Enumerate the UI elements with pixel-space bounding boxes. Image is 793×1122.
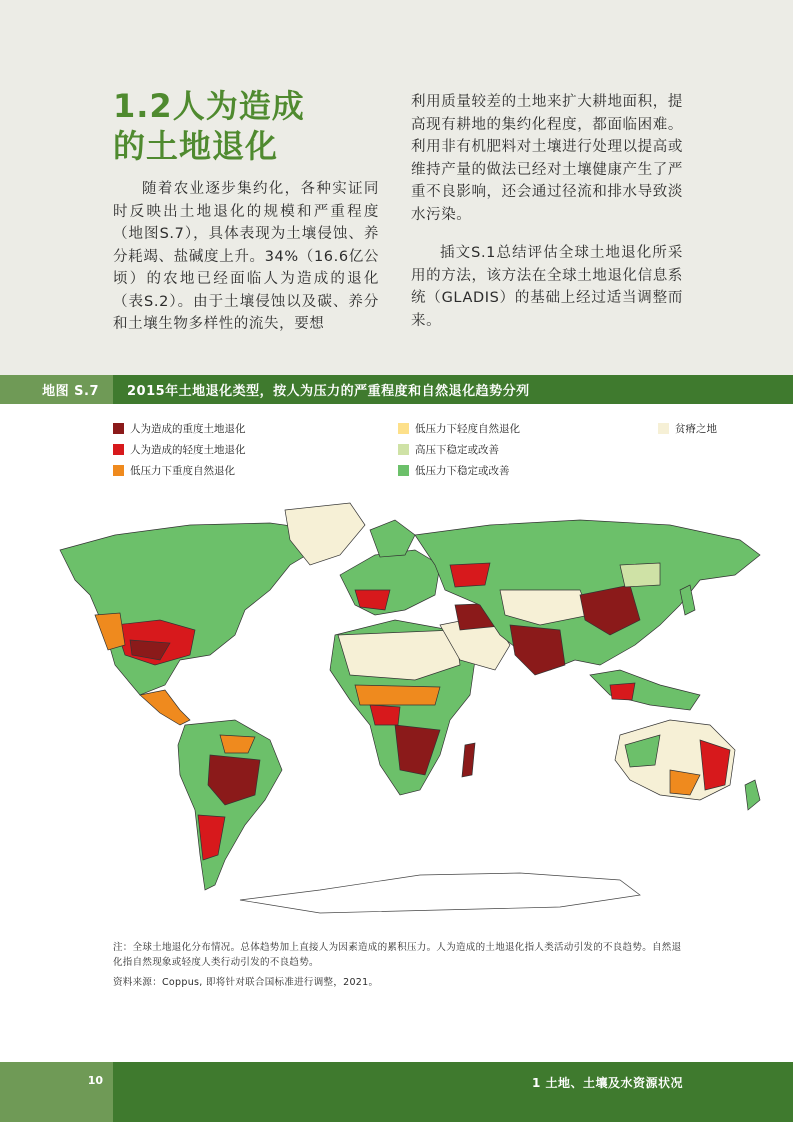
legend-item <box>113 439 246 460</box>
map-label: 地图 S.7 <box>0 375 113 404</box>
legend-swatch <box>113 444 124 455</box>
central-america <box>140 690 190 725</box>
legend-label: 低压力下轻度自然退化 <box>415 423 520 435</box>
legend-label: 低压力下稳定或改善 <box>415 465 510 477</box>
page-number: 10 <box>0 1062 113 1122</box>
legend-swatch <box>398 444 409 455</box>
legend-item <box>398 460 520 481</box>
legend-swatch <box>658 423 669 434</box>
page-footer <box>0 1062 793 1122</box>
legend-label: 人为造成的重度土地退化 <box>130 423 246 435</box>
antarctica <box>240 873 640 913</box>
section-title-line1: 1.2人为造成 <box>113 87 305 125</box>
legend-swatch <box>113 465 124 476</box>
legend-item <box>398 418 520 439</box>
madagascar <box>462 743 475 777</box>
legend-label: 高压下稳定或改善 <box>415 444 499 456</box>
legend-column-2 <box>398 418 520 481</box>
southeast-asia <box>590 670 700 710</box>
map-note: 注：全球土地退化分布情况。总体趋势加上直接人为因素造成的累积压力。人为造成的土地退化指人类活动引发的不良趋势。自然退化指自然现象或轻度人类行动引发的不良趋势。 <box>113 942 682 968</box>
north-america <box>60 523 320 695</box>
legend-swatch <box>398 465 409 476</box>
legend-column-3 <box>658 418 717 439</box>
map-title: 2015年土地退化类型，按人为压力的严重程度和自然退化趋势分列 <box>127 384 530 399</box>
legend-label: 低压力下重度自然退化 <box>130 465 235 477</box>
legend-swatch <box>113 423 124 434</box>
body-paragraph-left: 随着农业逐步集约化，各种实证同时反映出土地退化的规模和严重程度（地图S.7），具体表现为土壤侵蚀、养分耗竭、盐碱度上升。34%（16.6亿公顷）的农地已经面临人为造成的退化（表S.2）。由于土壤侵蚀以及碳、养分和土壤生物多样性的流失，要想 <box>113 181 379 332</box>
chapter-title: 1 土地、土壤及水资源状况 <box>531 1076 683 1090</box>
legend-label: 人为造成的轻度土地退化 <box>130 444 246 456</box>
europe <box>340 550 440 615</box>
legend-item <box>113 460 246 481</box>
map-title-bar <box>0 375 793 404</box>
body-column-right <box>411 91 683 332</box>
body-paragraph-right-1: 利用质量较差的土地来扩大耕地面积，提高现有耕地的集约化程度，都面临困难。利用非有机肥料对土壤进行处理以提高或维持产量的做法已经对土壤健康产生了严重不良影响，还会通过径流和排水导致淡水污染。 <box>411 94 683 223</box>
legend-swatch <box>398 423 409 434</box>
world-land-degradation-map <box>20 495 780 925</box>
legend-column-1 <box>113 418 246 481</box>
body-paragraph-right-2: 插文S.1总结评估全球土地退化所采用的方法，该方法在全球土地退化信息系统（GLADIS）的基础上经过适当调整而来。 <box>411 245 683 329</box>
new-zealand <box>745 780 760 810</box>
section-title <box>113 86 373 166</box>
legend-item <box>398 439 520 460</box>
section-title-line2: 的土地退化 <box>113 127 279 165</box>
legend-item <box>658 418 717 439</box>
legend-item <box>113 418 246 439</box>
legend-label: 贫瘠之地 <box>675 423 717 435</box>
map-source: 资料来源：Coppus, 即将针对联合国标准进行调整，2021。 <box>113 977 379 988</box>
